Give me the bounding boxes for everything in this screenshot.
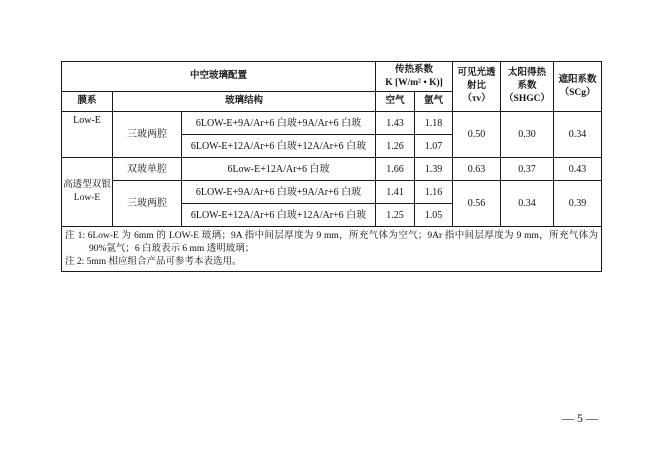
cavity-cell: 三玻两腔 — [113, 181, 182, 227]
page-number: — 5 — — [562, 411, 598, 425]
structure-cell: 6LOW-E+9A/Ar+6 白玻+9A/Ar+6 白玻 — [182, 112, 376, 135]
k-argon-cell: 1.05 — [415, 204, 453, 227]
k-argon-cell: 1.39 — [415, 158, 453, 181]
note-item: 注 1: 6Low-E 为 6mm 的 LOW-E 玻璃；9A 指中间层厚度为 9 mm，所充气体为空气；9Ar 指中间层厚度为 9 mm，所充气体为 90%氩气；6 白玻表示 6 mm 透明玻璃； — [65, 231, 599, 254]
k-air-cell: 1.26 — [376, 135, 415, 158]
header-heat-transfer — [376, 62, 453, 92]
shgc-cell: 0.34 — [501, 181, 554, 227]
k-argon-cell: 1.18 — [415, 112, 453, 135]
header-k-unit: K [W/m² • K)] — [385, 77, 443, 88]
film-cell: 高透型双银 Low-E — [62, 158, 113, 227]
structure-cell: 6Low-E+12A/Ar+6 白玻 — [182, 158, 376, 181]
header-argon: 氩气 — [415, 92, 453, 112]
film-cell: Low-E — [62, 112, 113, 158]
shgc-cell: 0.30 — [501, 112, 554, 158]
table-row — [62, 112, 602, 135]
structure-cell: 6LOW-E+9A/Ar+6 白玻+9A/Ar+6 白玻 — [182, 181, 376, 204]
tv-cell: 0.50 — [453, 112, 501, 158]
header-k-title: 传热系数 — [395, 64, 434, 75]
glass-config-table — [61, 61, 602, 272]
tv-cell: 0.56 — [453, 181, 501, 227]
k-argon-cell: 1.16 — [415, 181, 453, 204]
tv-cell: 0.63 — [453, 158, 501, 181]
header-shgc: 太阳得热 系数 （SHGC） — [501, 62, 554, 112]
header-glass-config: 中空玻璃配置 — [62, 62, 376, 92]
k-air-cell: 1.25 — [376, 204, 415, 227]
header-visible-transmittance: 可见光透 射比 （τv） — [453, 62, 501, 112]
notes-cell — [62, 227, 602, 272]
cavity-cell: 三玻两腔 — [113, 112, 182, 158]
k-air-cell: 1.43 — [376, 112, 415, 135]
k-air-cell: 1.66 — [376, 158, 415, 181]
notes-row — [62, 227, 602, 272]
header-shading-coefficient: 遮阳系数 （SCg） — [554, 62, 602, 112]
shgc-cell: 0.37 — [501, 158, 554, 181]
k-argon-cell: 1.07 — [415, 135, 453, 158]
scg-cell: 0.34 — [554, 112, 602, 158]
k-air-cell: 1.41 — [376, 181, 415, 204]
table-row — [62, 158, 602, 181]
header-structure: 玻璃结构 — [113, 92, 376, 112]
scg-cell: 0.39 — [554, 181, 602, 227]
structure-cell: 6LOW-E+12A/Ar+6 白玻+12A/Ar+6 白玻 — [182, 204, 376, 227]
note-item: 注 2: 5mm 相应组合产品可参考本表选用。 — [65, 257, 242, 267]
header-row — [62, 62, 602, 92]
cavity-cell: 双玻单腔 — [113, 158, 182, 181]
structure-cell: 6LOW-E+12A/Ar+6 白玻+12A/Ar+6 白玻 — [182, 135, 376, 158]
table-row — [62, 181, 602, 204]
scg-cell: 0.43 — [554, 158, 602, 181]
header-air: 空气 — [376, 92, 415, 112]
header-film: 膜系 — [62, 92, 113, 112]
